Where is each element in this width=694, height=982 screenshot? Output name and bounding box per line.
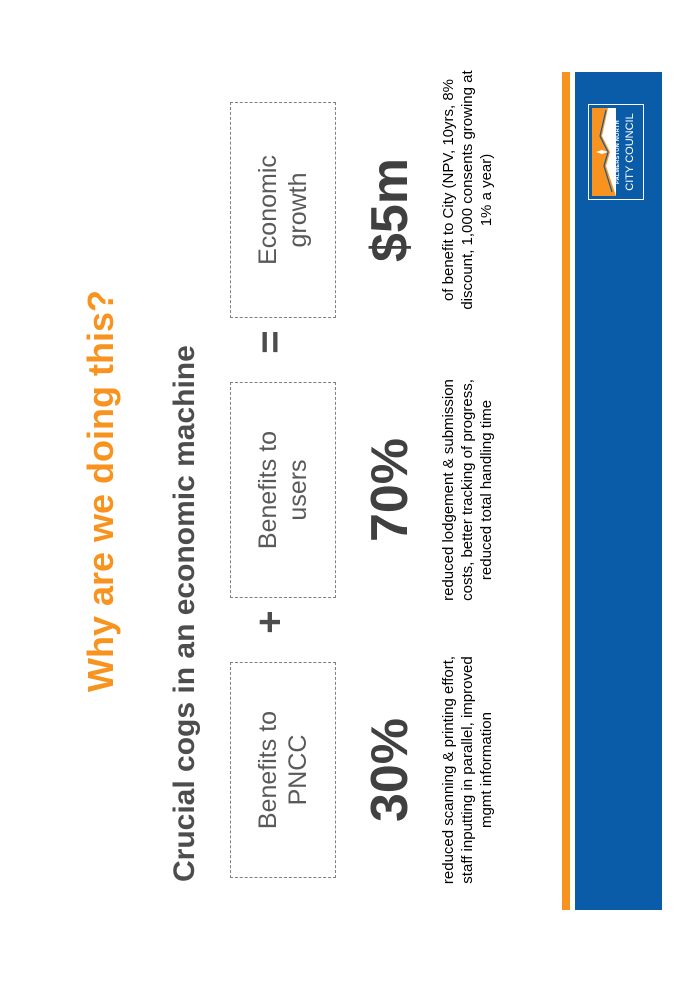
logo-line1: PALMERSTON NORTH (615, 120, 621, 184)
users-percentage: 70% (361, 437, 419, 543)
users-description: reduced lodgement & submission costs, better tracking of progress, reduced total handling time (440, 379, 495, 601)
benefits-pncc-box: Benefits to PNCC (230, 662, 336, 878)
slide-subtitle: Crucial cogs in an economic machine (168, 345, 201, 882)
equals-sign: = (248, 330, 292, 354)
plus-sign: + (248, 610, 292, 634)
pncc-description: reduced scanning & printing effort, staff inputting in parallel, improved mgmt information (440, 655, 495, 885)
pncc-percentage: 30% (361, 717, 419, 823)
economic-growth-box: Economic growth (230, 102, 336, 318)
growth-description: of benefit to City (NPV, 10yrs, 8% discount, 1,000 consents growing at 1% a year) (440, 70, 495, 310)
slide-title: Why are we doing this? (80, 289, 121, 693)
council-logo-icon (592, 108, 616, 196)
growth-value: $5m (361, 157, 419, 263)
orange-divider (562, 72, 570, 910)
benefits-users-box: Benefits to users (230, 382, 336, 598)
logo-line2: CITY COUNCIL (624, 113, 636, 191)
council-logo (588, 104, 644, 200)
